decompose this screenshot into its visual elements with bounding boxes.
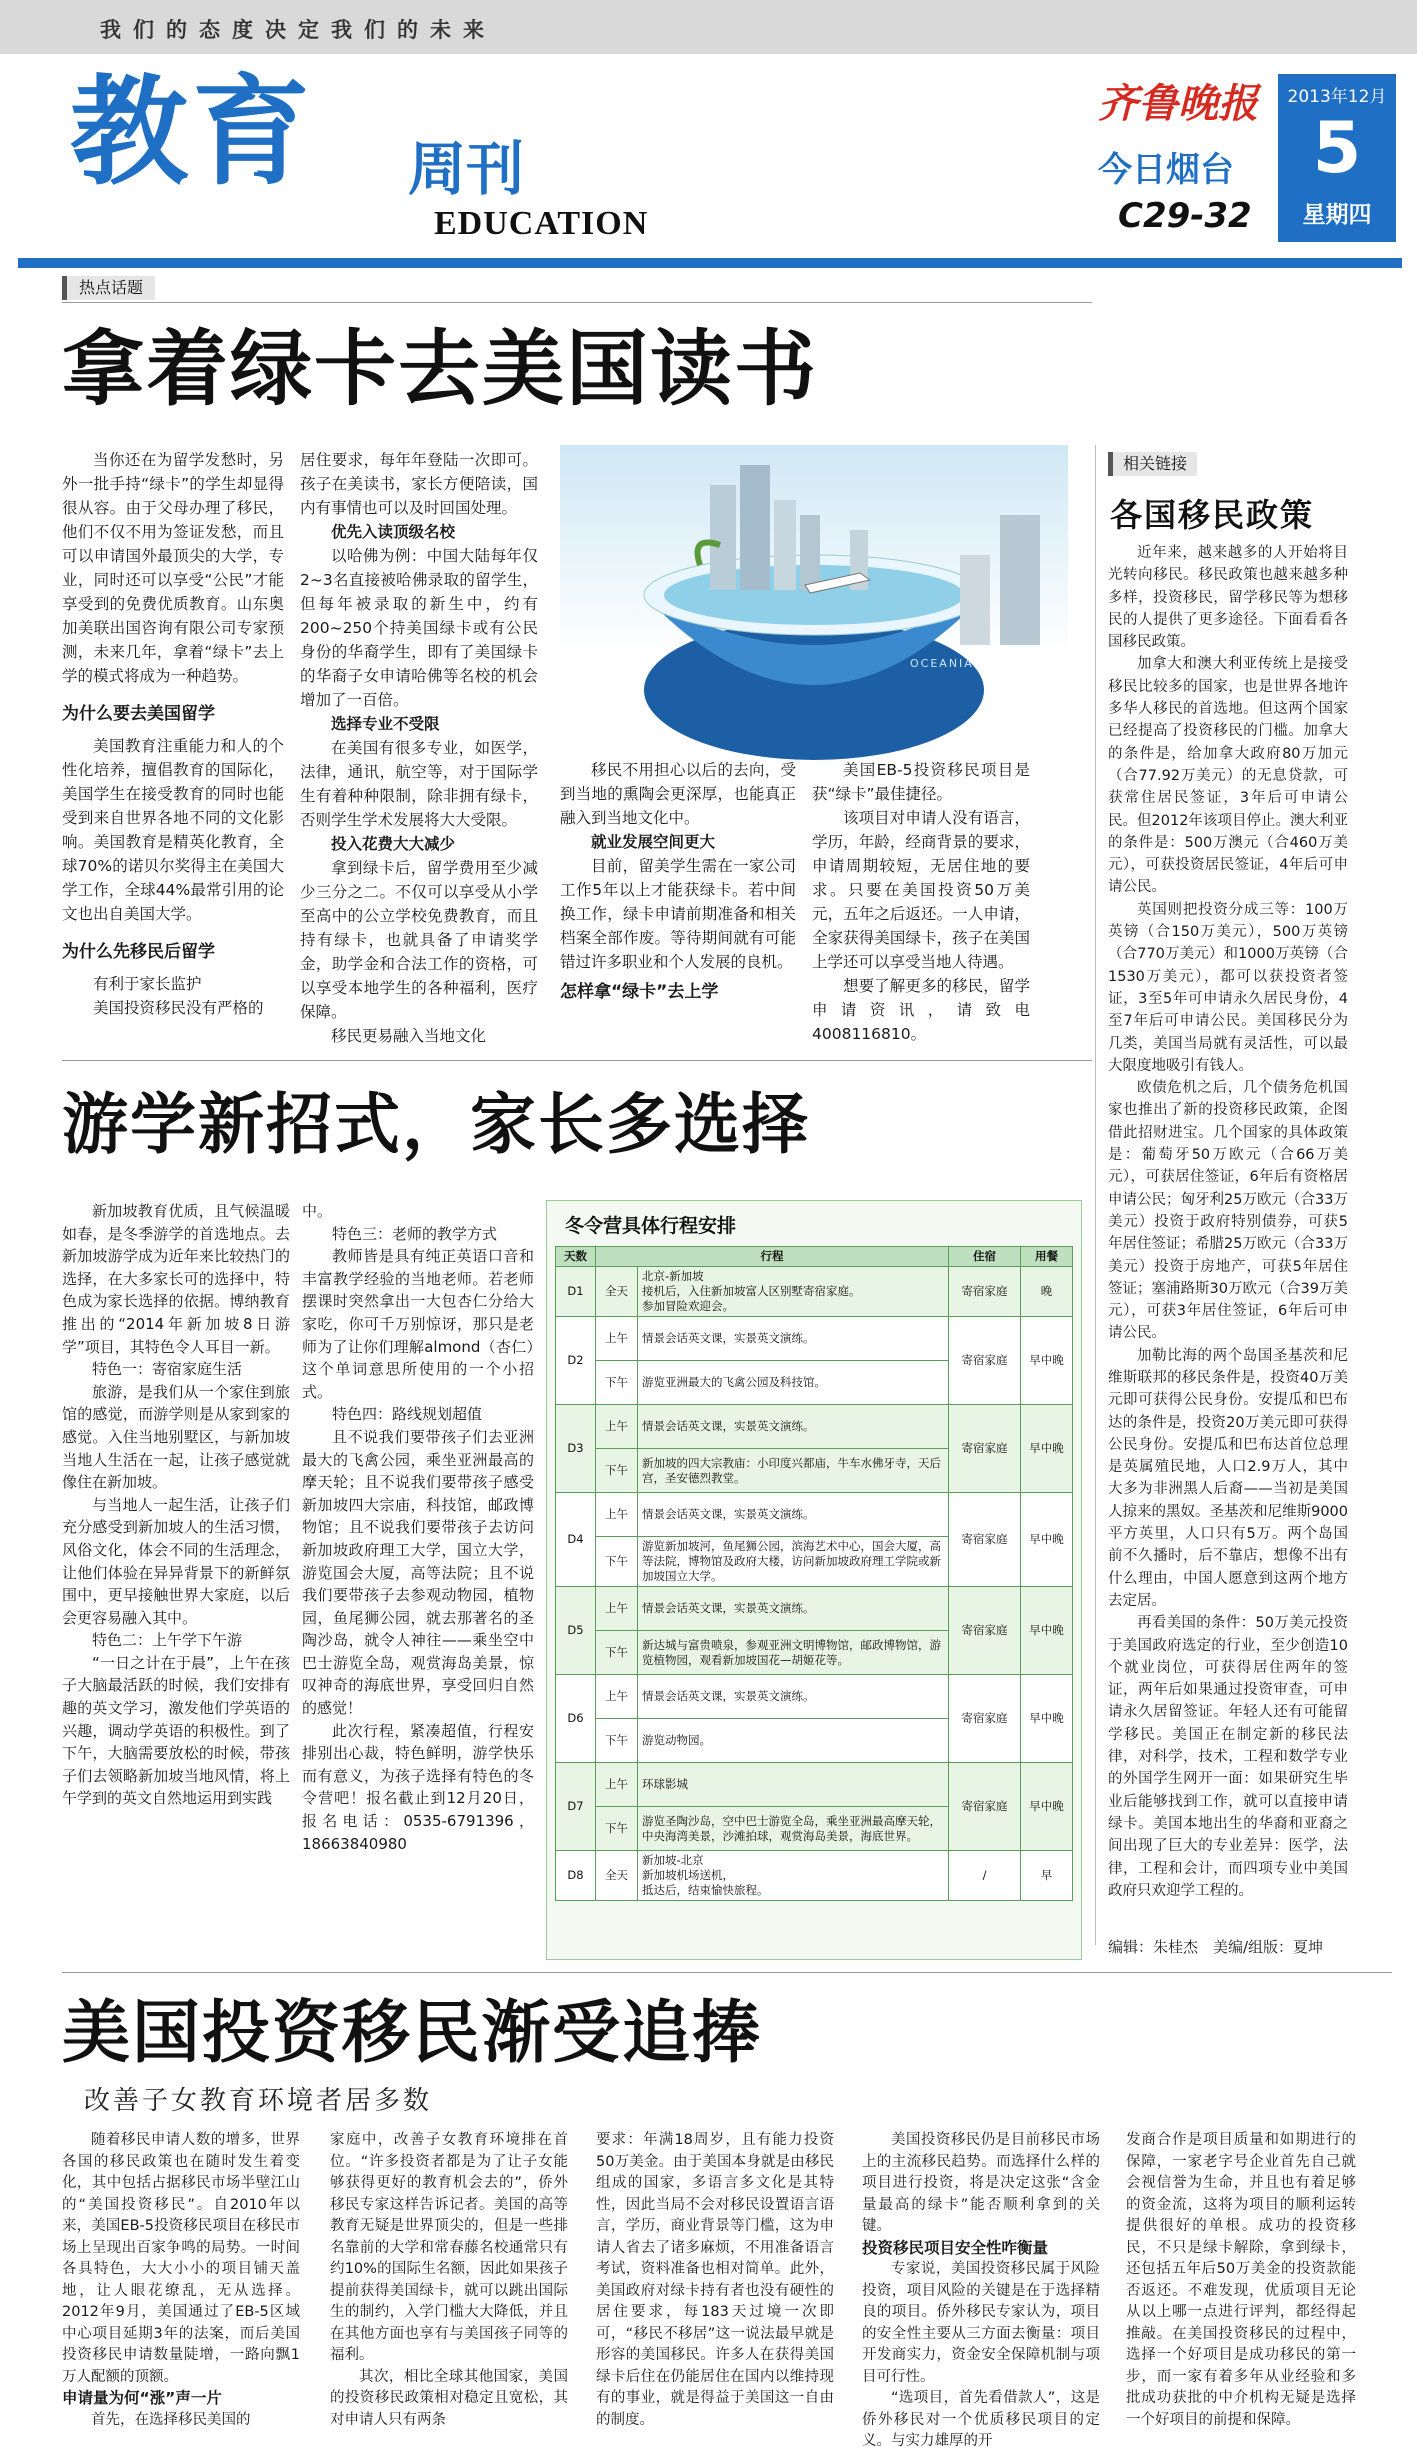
schedule-row (556, 1405, 1073, 1449)
paragraph: 当你还在为留学发愁时，另外一批手持“绿卡”的学生却显得很从容。由于父母办理了移民，他们不仅不用为签证发愁，而且可以申请国外最顶尖的大学，专业，同时还可以享受“公民”才能享受到的免费优质教育。山东奥加美联出国咨询有限公司专家预测，未来几年，拿着“绿卡”去上学的模式将成为一种趋势。 (62, 451, 284, 685)
row-meal: 早中晚 (1021, 1763, 1073, 1851)
row-slot: 上午 (596, 1317, 638, 1361)
paragraph: 家庭中，改善子女教育环境排在首位。“许多投资者都是为了让子女能够获得更好的教育机会去的”，侨外移民专家这样告诉记者。美国的高等教育无疑是世界顶尖的，但是一些排名靠前的大学和常春藤名校通常只有约10%的国际生名额，因此如果孩子提前获得美国绿卡，就可以跳出国际生的制约，入学门槛大大降低，并且在其他方面也享有与美国孩子同等的福利。 (330, 2132, 568, 2363)
row-meal: 早 (1021, 1851, 1073, 1901)
paragraph: 新加坡教育优质，且气候温暖如春，是冬季游学的首选地点。去新加坡游学成为近年来比较热门的选择，在大多家长可的选择中，特色成为家长选择的依据。博纳教育推出的“2014年新加坡8日游学”项目，其特色令人耳目一新。 (62, 1202, 290, 1356)
paragraph: 目前，留美学生需在一家公司工作5年以上才能获绿卡。若中间换工作，绿卡申请前期准备和相关档案全部作废。等待期间就有可能错过许多职业和个人发展的良机。 (560, 857, 796, 971)
row-stay: 寄宿家庭 (949, 1675, 1021, 1763)
subheading: 投资移民项目安全性咋衡量 (862, 2238, 1049, 2257)
row-slot: 下午 (596, 1361, 638, 1405)
row-meal: 晚 (1021, 1267, 1073, 1317)
sidebar-body (1108, 542, 1348, 1932)
paragraph: 此次行程，紧凑超值，行程安排别出心裁，特色鲜明，游学快乐而有意义，为孩子选择有特色的冬令营吧！报名截止到12月20日，报名电话：0535-6791396，18663840980 (302, 1721, 534, 1853)
paragraph: 加拿大和澳大利亚传统上是接受移民比较多的国家，也是世界各地许多华人移民的首选地。但这两个国家已经提高了投资移民的门槛。加拿大的条件是，给加拿大政府80万加元（合77.92万美元）的无息贷款，可获常住居民签证，3年后可申请公民。但2012年该项目停止。澳大利亚的条件是：500万澳元（合460万美元），可获投资居民签证，4年后可申请公民。 (1108, 656, 1348, 896)
schedule-row (556, 1851, 1073, 1901)
article1-col2 (300, 448, 538, 1048)
row-itinerary: 游览圣陶沙岛，空中巴士游览全岛，乘坐亚洲最高摩天轮，中央海湾美景，沙滩拍球，观赏海岛美景，海底世界。 (638, 1807, 949, 1851)
row-day: D3 (556, 1405, 596, 1493)
rule-a3 (62, 1972, 1392, 1973)
slogan: 我们的态度决定我们的未来 (100, 18, 496, 42)
paragraph: 居住要求，每年年登陆一次即可。孩子在美读书，家长方便陪读，国内有事情也可以及时回国处理。 (300, 451, 538, 517)
paragraph: 移民不用担心以后的去向，受到当地的熏陶会更深厚，也能真正融入到当地文化中。 (560, 761, 796, 827)
sidebar-tag: 相关链接 (1108, 452, 1197, 476)
row-itinerary: 游览亚洲最大的飞禽公园及科技馆。 (638, 1361, 949, 1405)
paragraph: “选项目，首先看借款人”，这是侨外移民对一个优质移民项目的定义。与实力雄厚的开 (862, 2390, 1100, 2449)
col-stay: 住宿 (949, 1247, 1021, 1267)
paper-name: 齐鲁晚报 (1098, 80, 1258, 127)
row-itinerary: 环球影城 (638, 1763, 949, 1807)
subheading: 优先入读顶级名校 (331, 523, 456, 541)
paragraph: 有利于家长监护 (93, 975, 202, 993)
schedule-row (556, 1267, 1073, 1317)
date-year-month: 2013年12月 (1287, 87, 1387, 107)
section-tag: 热点话题 (62, 276, 155, 300)
subheading: 就业发展空间更大 (591, 833, 716, 851)
row-day: D8 (556, 1851, 596, 1901)
row-itinerary: 北京-新加坡 接机后，入住新加坡富人区别墅寄宿家庭。 参加冒险欢迎会。 (638, 1267, 949, 1317)
page-range: C29-32 (1118, 196, 1252, 236)
paragraph: 想要了解更多的移民，留学申请资讯，请致电4008116810。 (812, 977, 1030, 1043)
subheading: 为什么先移民后留学 (62, 942, 215, 962)
row-itinerary: 情景会话英文课，实景英文演练。 (638, 1405, 949, 1449)
row-itinerary: 情景会话英文课，实景英文演练。 (638, 1587, 949, 1631)
row-meal: 早中晚 (1021, 1317, 1073, 1405)
paragraph: 中。 (302, 1202, 333, 1220)
article3-col1 (62, 2130, 300, 2428)
edition-name: 今日烟台 (1098, 150, 1234, 190)
row-itinerary: 情景会话英文课，实景英文演练。 (638, 1493, 949, 1537)
sidebar-divider (1095, 445, 1096, 1945)
article3-title: 美国投资移民渐受追捧 (62, 1994, 763, 2073)
paragraph: 特色三：老师的教学方式 (332, 1224, 498, 1243)
row-slot: 上午 (596, 1405, 638, 1449)
paragraph: 美国EB-5投资移民项目是获“绿卡”最佳捷径。 (812, 761, 1030, 803)
row-slot: 上午 (596, 1763, 638, 1807)
schedule-row (556, 1493, 1073, 1537)
row-stay: 寄宿家庭 (949, 1493, 1021, 1587)
row-meal: 早中晚 (1021, 1405, 1073, 1493)
paragraph: 拿到绿卡后，留学费用至少减少三分之二。不仅可以享受从小学至高中的公立学校免费教育，而且持有绿卡，也就具备了申请奖学金，助学金和合法工作的资格，可以享受本地学生的各种福利，医疗保障。 (300, 859, 538, 1021)
schedule-row (556, 1317, 1073, 1361)
paragraph: 以哈佛为例：中国大陆每年仅2~3名直接被哈佛录取的留学生，但每年被录取的新生中，约有200~250个持美国绿卡或有公民身份的华裔学生，即有了美国绿卡的华裔子女申请哈佛等名校的机会增加了一百倍。 (300, 547, 538, 709)
schedule-row (556, 1763, 1073, 1807)
row-slot: 上午 (596, 1675, 638, 1719)
masthead-title: 教育 (70, 63, 315, 201)
row-slot: 下午 (596, 1719, 638, 1763)
row-slot: 下午 (596, 1449, 638, 1493)
row-itinerary: 情景会话英文课，实景英文演练。 (638, 1317, 949, 1361)
paragraph: 美国教育注重能力和人的个性化培养，擅倡教育的国际化，美国学生在接受教育的同时也能受到来自世界各地不同的文化影响。美国教育是精英化教育，全球70%的诺贝尔奖得主在美国大学工作，全球44%最常引用的论文也出自美国大学。 (62, 737, 284, 923)
article1-col4 (812, 758, 1030, 1043)
article1-title: 拿着绿卡去美国读书 (62, 322, 819, 417)
paragraph: 首先，在选择移民美国的 (91, 2411, 251, 2428)
editor-credit: 编辑：朱桂杰 美编/组版：夏坤 (1108, 1938, 1324, 1956)
paragraph: 欧债危机之后，几个债务危机国家也推出了新的投资移民政策，企图借此招财进宝。几个国家的具体政策是：葡萄牙50万欧元（合66万美元），可获居住签证，6年后有资格居申请公民；匈牙利25万欧元（合33万美元）投资于政府特别债券，可获5年居住签证；希腊25万欧元（合33万美元）投资于房地产，可获5年居住签证；塞浦路斯30万欧元（合39万美元），可获3年居住签证，6年后可申请公民。 (1108, 1080, 1348, 1342)
row-meal: 早中晚 (1021, 1675, 1073, 1763)
paragraph: 特色一：寄宿家庭生活 (92, 1360, 243, 1379)
row-stay: 寄宿家庭 (949, 1317, 1021, 1405)
paragraph: 美国投资移民没有严格的 (93, 999, 264, 1017)
row-itinerary: 新加坡的四大宗教庙：小印度兴都庙，牛车水佛牙寺，天后宫，圣安德烈教堂。 (638, 1449, 949, 1493)
paragraph: 其次，相比全球其他国家，美国的投资移民政策相对稳定且宽松，其对申请人只有两条 (330, 2368, 568, 2428)
paragraph: 特色四：路线规划超值 (332, 1405, 483, 1424)
article3-col2 (330, 2130, 568, 2428)
row-day: D6 (556, 1675, 596, 1763)
paragraph: 英国则把投资分成三等：100万英镑（合150万美元），500万英镑（合770万美元）和1000万英镑（合1530万美元），都可以获投资者签证，3至5年可申请永久居民身份，4至7年后可申请公民。美国移民分为几类，美国当局就有灵活性，可以最大限度地吸引有钱人。 (1108, 901, 1348, 1074)
paragraph: 且不说我们要带孩子们去亚洲最大的飞禽公园，乘坐亚洲最高的摩天轮；且不说我们要带孩子感受新加坡四大宗庙，科技馆，邮政博物馆；且不说我们要带孩子去访问新加坡政府理工大学，国立大学，游览国会大厦，高等法院；且不说我们要带孩子去参观动物园，植物园，鱼尾狮公园，就去那著名的圣陶沙岛，就令人神往——乘坐空中巴士游览全岛，观赏海岛美景，惊叹神奇的海底世界，享受回归自然的感觉！ (302, 1427, 534, 1718)
row-itinerary: 情景会话英文课，实景英文演练。 (638, 1675, 949, 1719)
row-day: D5 (556, 1587, 596, 1675)
schedule-box (546, 1200, 1082, 1960)
article3-col3 (596, 2130, 834, 2428)
subheading: 选择专业不受限 (331, 715, 440, 733)
row-slot: 上午 (596, 1587, 638, 1631)
row-slot: 全天 (596, 1267, 638, 1317)
row-day: D7 (556, 1763, 596, 1851)
article1-col3 (560, 758, 796, 1038)
rule-a1 (62, 302, 1092, 303)
paragraph: “一日之计在于晨”，上午在孩子大脑最活跃的时候，我们安排有趣的英文学习，激发他们学英语的兴趣，调动学英语的积极性。到了下午，大脑需要放松的时候，带孩子们去领略新加坡当地风情，将上午学到的英文自然地运用到实践 (62, 1653, 290, 1808)
paragraph: 移民更易融入当地文化 (331, 1027, 487, 1045)
article3-subtitle: 改善子女教育环境者居多数 (84, 2086, 433, 2116)
article2-title: 游学新招式，家长多选择 (62, 1086, 810, 1163)
row-slot: 下午 (596, 1631, 638, 1675)
paragraph: 近年来，越来越多的人开始将目光转向移民。移民政策也越来越多种多样，投资移民，留学移民等为想移民的人提供了更多途径。下面看看各国移民政策。 (1108, 545, 1348, 651)
paragraph: 美国投资移民仍是目前移民市场上的主流移民趋势。而选择什么样的项目进行投资，将是决定这张“含金量最高的绿卡”能否顺利拿到的关键。 (862, 2132, 1100, 2234)
paragraph: 再看美国的条件：50万美元投资于美国政府选定的行业，至少创造10个就业岗位，可获得居住两年的签证，两年后如果通过投资审查，可申请永久居留签证。年轻人还有可能留学移民。美国正在制定新的移民法律，对科学，技术，工程和数学专业的外国学生网开一面：如果研究生毕业后能够找到工作，就可以直接申请绿卡。美国本地出生的华裔和亚裔之间出现了巨大的专业差异：医学，法律，工程和会计，而四项专业中美国政府只欢迎学工程的。 (1108, 1615, 1348, 1899)
row-slot: 下午 (596, 1537, 638, 1587)
subheading: 怎样拿“绿卡”去上学 (560, 982, 719, 1002)
col-day: 天数 (556, 1247, 596, 1267)
row-itinerary: 游览动物园。 (638, 1719, 949, 1763)
row-day: D2 (556, 1317, 596, 1405)
subheading: 申请量为何“涨”声一片 (62, 2389, 222, 2407)
schedule-title: 冬令营具体行程安排 (565, 1215, 737, 1237)
paragraph: 该项目对申请人没有语言，学历，年龄，经商背景的要求，申请周期较短，无居住地的要求。只要在美国投资50万美元，五年之后返还。一人申请，全家获得美国绿卡，孩子在美国上学还可以享受当地人待遇。 (812, 809, 1030, 971)
date-day: 5 (1312, 107, 1362, 189)
paragraph: 在美国有很多专业，如医学，法律，通讯，航空等，对于国际学生有着种种限制，除非拥有绿卡，否则学生学术发展将大大受限。 (300, 739, 538, 829)
row-itinerary: 游览新加坡河，鱼尾狮公园，滨海艺术中心，国会大厦，高等法院，博物馆及政府大楼，访问新加坡政府理工学院或新加坡国立大学。 (638, 1537, 949, 1587)
article3-col5 (1126, 2130, 1356, 2428)
row-itinerary: 新达城与富贵喷泉，参观亚洲文明博物馆，邮政博物馆，游览植物园，观看新加坡国花—胡姬花等。 (638, 1631, 949, 1675)
date-weekday: 星期四 (1302, 202, 1372, 228)
paragraph: 与当地人一起生活，让孩子们充分感受到新加坡人的生活习惯，风俗文化，体会不同的生活理念，让他们体验在异异背景下的新鲜氛围中，更早接触世界大家庭，以后会更容易融入其中。 (62, 1495, 290, 1627)
article1-col1 (62, 448, 284, 1048)
paragraph: 要求：年满18周岁，且有能力投资50万美金。由于美国本身就是由移民组成的国家，多语言多文化是其特性，因此当局不会对移民设置语言语言，学历，商业背景等门槛，这为申请人省去了诸多麻烦，不用准备语言考试，资料准备也相对简单。此外，美国政府对绿卡持有者也没有硬性的居住要求，每183天过境一次即可，“移民不移居”这一说法最早就是形容的美国移民。许多人在获得美国绿卡后住在仍能居住在国内以维持现有的事业，就是得益于美国这一自由的制度。 (596, 2132, 834, 2428)
row-day: D4 (556, 1493, 596, 1587)
subheading: 为什么要去美国留学 (62, 704, 215, 724)
row-stay: 寄宿家庭 (949, 1405, 1021, 1493)
row-stay: 寄宿家庭 (949, 1267, 1021, 1317)
paragraph: 随着移民申请人数的增多，世界各国的移民政策也在随时发生着变化，其中包括占据移民市场半壁江山的“美国投资移民”。自2010年以来，美国EB-5投资移民项目在移民市场上呈现出百家争鸣的局势。一时间各具特色，大大小小的项目铺天盖地，让人眼花缭乱，无从选择。2012年9月，美国通过了EB-5区域中心项目延期3年的法案，而后美国投资移民申请数量陡增，一路向飘1万人配额的顶额。 (62, 2132, 300, 2385)
globe-label: OCEANIA (910, 657, 974, 670)
row-day: D1 (556, 1267, 596, 1317)
paragraph: 教师皆是具有纯正英语口音和丰富教学经验的当地老师。若老师摆课时突然拿出一大包杏仁分给大家吃，你可千万别惊讶，那只是老师为了让你们理解almond（杏仁）这个单词意思所使用的一个小招式。 (302, 1247, 534, 1401)
row-slot: 下午 (596, 1807, 638, 1851)
sidebar-title: 各国移民政策 (1110, 496, 1315, 534)
paragraph: 专家说，美国投资移民属于风险投资，项目风险的关键是在于选择精良的项目。侨外移民专家认为，项目的安全性主要从三方面去衡量：项目开发商实力，资金安全保障机制与项目可行性。 (862, 2261, 1100, 2385)
schedule-row (556, 1675, 1073, 1719)
row-meal: 早中晚 (1021, 1587, 1073, 1675)
paragraph: 发商合作是项目质量和如期进行的保障，一家老字号企业首先自己就会视信誉为生命，并且也有着足够的资金流，这将为项目的顺利运转提供很好的单根。成功的投资移民，不只是绿卡解除，拿到绿卡，还包括五年后50万美金的投资款能否返还。不难发现，优质项目无论从以上哪一点进行评判，都经得起推敲。在美国投资移民的过程中，选择一个好项目是成功移民的第一步，而一家有着多年从业经验和多批成功获批的中介机构无疑是选择一个好项目的前提和保障。 (1126, 2132, 1356, 2428)
paragraph: 加勒比海的两个岛国圣基茨和尼维斯联邦的移民条件是，投资40万美元即可获得公民身份。安提瓜和巴布达的条件是，投资20万美元即可获得公民身份。安提瓜和巴布达首位总理是英属殖民地，人口2.9万人，其中大多为非洲黑人后裔——当初是美国人掠来的黑奴。圣基茨和尼维斯9000平方英里，人口只有5万。两个岛国前不久播时，后不靠店，想像不出有什么理由，中国人愿意到这两个地方去定居。 (1108, 1347, 1348, 1609)
masthead-subtitle: 周刊 (408, 135, 525, 203)
globe-illustration (560, 445, 1068, 745)
row-stay: 寄宿家庭 (949, 1763, 1021, 1851)
row-stay: / (949, 1851, 1021, 1901)
row-slot: 全天 (596, 1851, 638, 1901)
col-itinerary: 行程 (596, 1247, 949, 1267)
row-itinerary: 新加坡-北京 新加坡机场送机， 抵达后，结束愉快旅程。 (638, 1851, 949, 1901)
row-slot: 上午 (596, 1493, 638, 1537)
paragraph: 旅游，是我们从一个家住到旅馆的感觉，而游学则是从家到家的感觉。入住当地别墅区，与新加坡当地人生活在一起，让孩子感觉就像住在新加坡。 (62, 1382, 290, 1492)
row-stay: 寄宿家庭 (949, 1587, 1021, 1675)
schedule-row (556, 1587, 1073, 1631)
article2-col2 (302, 1200, 534, 1960)
masthead-english: EDUCATION (434, 205, 649, 242)
globe-drawing (560, 445, 1068, 745)
paragraph: 特色二：上午学下午游 (92, 1631, 243, 1650)
row-meal: 早中晚 (1021, 1493, 1073, 1587)
rule-a2 (62, 1060, 1092, 1061)
article3-col4 (862, 2130, 1100, 2449)
article2-col1 (62, 1200, 290, 1960)
col-meal: 用餐 (1021, 1247, 1073, 1267)
schedule-body (556, 1267, 1073, 1901)
masthead-rule (18, 258, 1402, 268)
subheading: 投入花费大大减少 (331, 835, 456, 853)
schedule-table (555, 1246, 1073, 1901)
